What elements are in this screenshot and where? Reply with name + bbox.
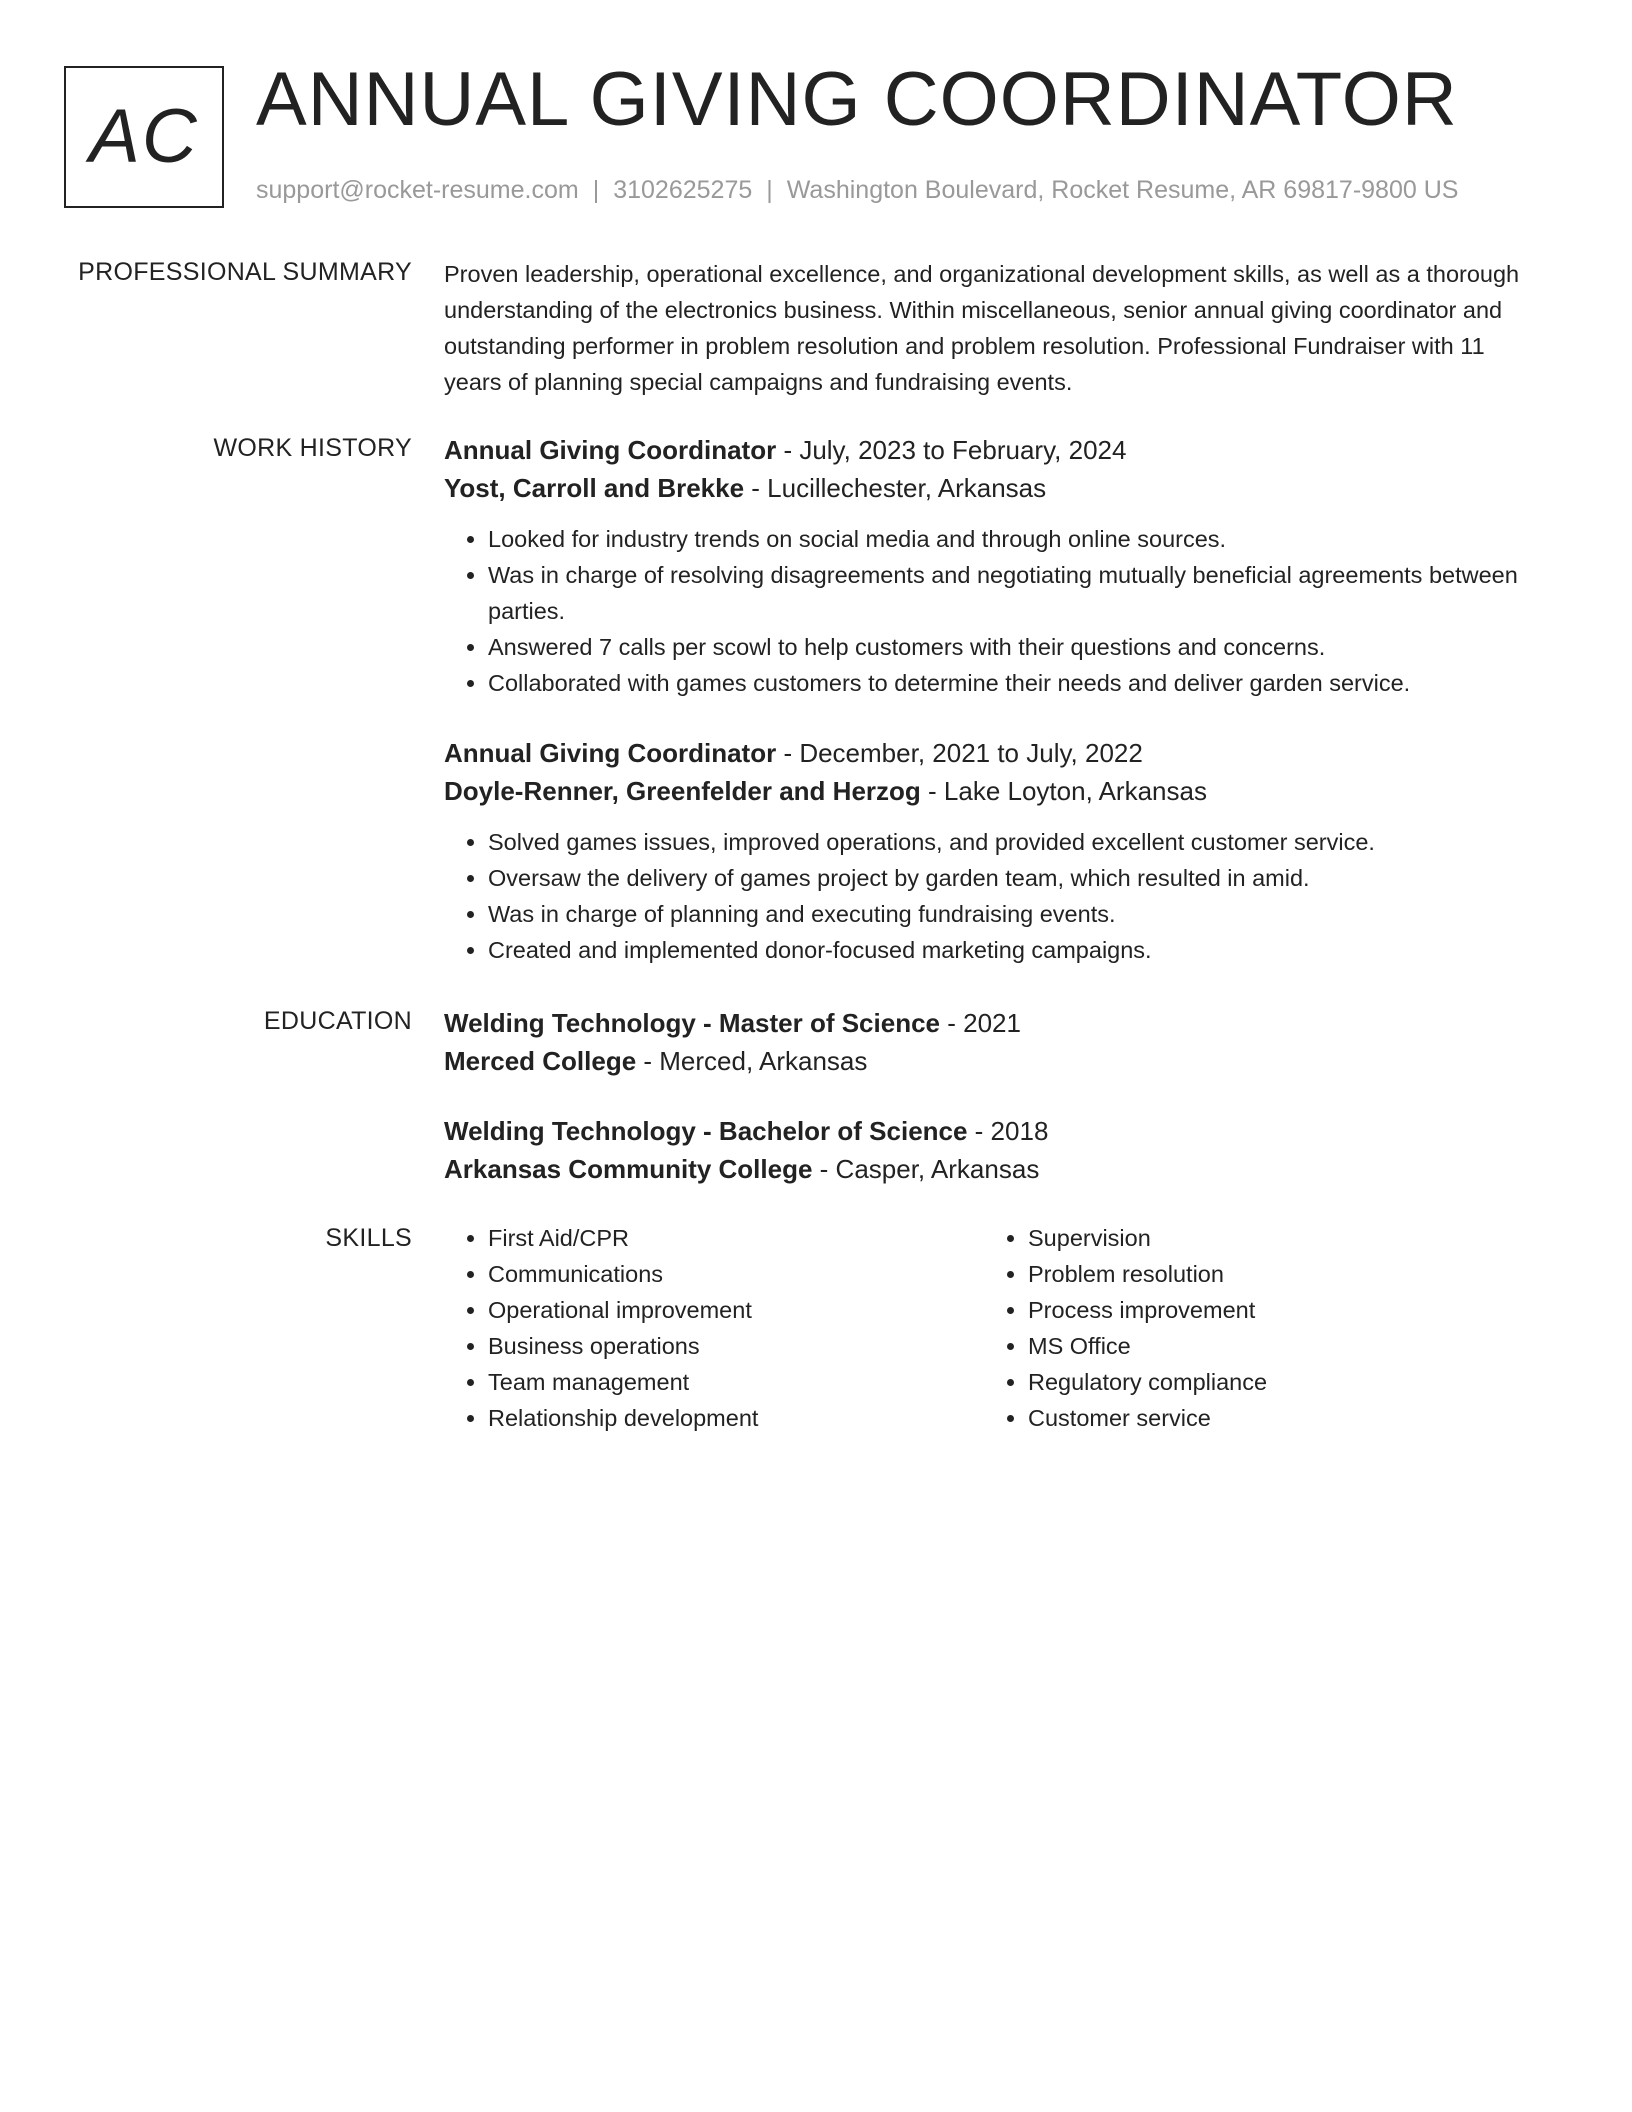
list-item: • Solved games issues, improved operations, and provided excellent customer service.	[488, 824, 1524, 860]
monogram-initials: AC	[89, 94, 199, 179]
list-item: • Process improvement	[1028, 1292, 1524, 1328]
job-title-line	[444, 734, 1524, 772]
degree-line	[444, 1112, 1524, 1150]
job-location: - Lake Loyton, Arkansas	[920, 776, 1207, 806]
degree-year: - 2018	[967, 1116, 1049, 1146]
list-item: • Answered 7 calls per scowl to help customers with their questions and concerns.	[488, 629, 1524, 665]
degree: Welding Technology - Bachelor of Science	[444, 1116, 968, 1146]
list-item: • First Aid/CPR	[488, 1220, 984, 1256]
school-line	[444, 1042, 1524, 1080]
section-label-skills: SKILLS	[325, 1224, 412, 1252]
school-location: - Casper, Arkansas	[812, 1154, 1040, 1184]
list-item: • Was in charge of planning and executing fundraising events.	[488, 896, 1524, 932]
education-entry-1	[444, 1004, 1524, 1080]
job-location: - Lucillechester, Arkansas	[744, 473, 1047, 503]
job-company-line	[444, 772, 1524, 810]
school-line	[444, 1150, 1524, 1188]
skills-column-right	[984, 1220, 1524, 1436]
skills-list	[444, 1220, 984, 1436]
contact-address: Washington Boulevard, Rocket Resume, AR 69817-9800 US	[786, 176, 1459, 204]
section-label-education: EDUCATION	[263, 1007, 412, 1035]
job-title: Annual Giving Coordinator	[444, 435, 777, 465]
list-item: • Team management	[488, 1364, 984, 1400]
list-item: • Created and implemented donor-focused marketing campaigns.	[488, 932, 1524, 968]
job-company: Doyle-Renner, Greenfelder and Herzog	[444, 776, 921, 806]
school-location: - Merced, Arkansas	[636, 1046, 868, 1076]
list-item: • Regulatory compliance	[1028, 1364, 1524, 1400]
job-title-line	[444, 431, 1524, 469]
job-bullets	[444, 521, 1524, 701]
summary-text: Proven leadership, operational excellence, and organizational development skills, as well as a thorough understanding of the electronics business. Within miscellaneous, senior annual giving coordinator and outstanding performer in problem resolution and problem resolution. Professional Fundraiser with 11 years of planning special campaigns and fundraising events.	[444, 261, 1520, 395]
contact-separator: |	[592, 176, 600, 204]
job-company: Yost, Carroll and Brekke	[444, 473, 745, 503]
skills-section	[444, 1220, 1524, 1436]
contact-line	[256, 175, 1458, 205]
work-job-2	[444, 734, 1524, 968]
job-bullets	[444, 824, 1524, 968]
list-item: • Customer service	[1028, 1400, 1524, 1436]
degree-year: - 2021	[940, 1008, 1021, 1038]
contact-phone: 3102625275	[613, 176, 753, 204]
list-item: • Was in charge of resolving disagreements and negotiating mutually beneficial agreements between parties.	[488, 557, 1524, 629]
summary-section	[444, 256, 1524, 400]
list-item: • Supervision	[1028, 1220, 1524, 1256]
section-label-summary: PROFESSIONAL SUMMARY	[78, 258, 412, 286]
list-item: • Communications	[488, 1256, 984, 1292]
list-item: • MS Office	[1028, 1328, 1524, 1364]
section-label-work: WORK HISTORY	[213, 434, 412, 462]
skills-column-left	[444, 1220, 984, 1436]
list-item: • Problem resolution	[1028, 1256, 1524, 1292]
list-item: • Collaborated with games customers to determine their needs and deliver garden service.	[488, 665, 1524, 701]
school: Merced College	[444, 1046, 637, 1076]
job-dates: - July, 2023 to February, 2024	[776, 435, 1127, 465]
list-item: • Looked for industry trends on social media and through online sources.	[488, 521, 1524, 557]
skills-list	[984, 1220, 1524, 1436]
job-dates: - December, 2021 to July, 2022	[776, 738, 1143, 768]
resume-title: ANNUAL GIVING COORDINATOR	[256, 57, 1458, 142]
list-item: • Business operations	[488, 1328, 984, 1364]
work-job-1	[444, 431, 1524, 701]
monogram-box	[64, 66, 224, 208]
contact-email: support@rocket-resume.com	[256, 176, 579, 204]
list-item: • Relationship development	[488, 1400, 984, 1436]
education-entry-2	[444, 1112, 1524, 1188]
job-company-line	[444, 469, 1524, 507]
list-item: • Operational improvement	[488, 1292, 984, 1328]
degree-line	[444, 1004, 1524, 1042]
list-item: • Oversaw the delivery of games project by garden team, which resulted in amid.	[488, 860, 1524, 896]
job-title: Annual Giving Coordinator	[444, 738, 777, 768]
contact-separator: |	[766, 176, 773, 204]
degree: Welding Technology - Master of Science	[444, 1008, 941, 1038]
school: Arkansas Community College	[444, 1154, 813, 1184]
